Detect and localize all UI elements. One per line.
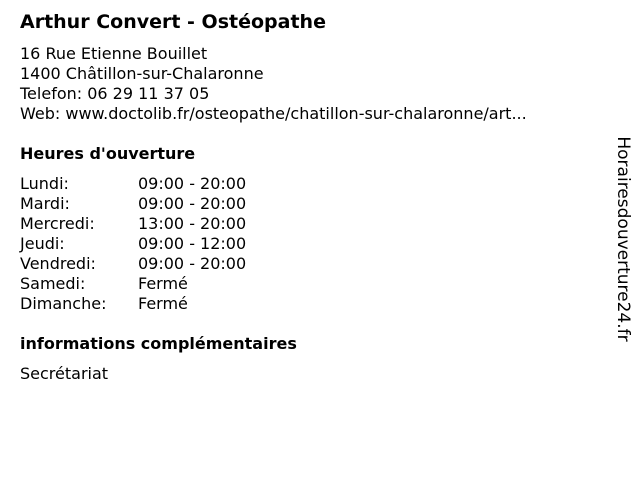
business-title: Arthur Convert - Ostéopathe — [20, 11, 326, 33]
day-label: Jeudi: — [20, 234, 65, 253]
time-value: Fermé — [138, 294, 188, 313]
phone-number: Telefon: 06 29 11 37 05 — [20, 84, 210, 103]
time-value: Fermé — [138, 274, 188, 293]
day-label: Samedi: — [20, 274, 86, 293]
website-link[interactable]: Web: www.doctolib.fr/osteopathe/chatillon-sur-chalaronne/art... — [20, 104, 527, 123]
brand-watermark: Horairesdouverture24.fr — [613, 136, 633, 342]
additional-info-heading: informations complémentaires — [20, 334, 297, 353]
hours-row-tuesday — [20, 194, 246, 214]
day-label: Mercredi: — [20, 214, 95, 233]
opening-hours-table — [20, 174, 246, 314]
day-label: Vendredi: — [20, 254, 96, 273]
hours-row-thursday — [20, 234, 246, 254]
time-value: 09:00 - 12:00 — [138, 234, 247, 253]
hours-row-saturday — [20, 274, 246, 294]
contact-block — [20, 44, 527, 124]
day-label: Lundi: — [20, 174, 69, 193]
day-label: Dimanche: — [20, 294, 107, 313]
hours-row-wednesday — [20, 214, 246, 234]
street-address: 16 Rue Etienne Bouillet — [20, 44, 208, 63]
additional-info-text: Secrétariat — [20, 364, 109, 383]
day-label: Mardi: — [20, 194, 70, 213]
hours-heading: Heures d'ouverture — [20, 144, 196, 163]
time-value: 09:00 - 20:00 — [138, 174, 247, 193]
hours-row-monday — [20, 174, 246, 194]
time-value: 13:00 - 20:00 — [138, 214, 247, 233]
hours-row-friday — [20, 254, 246, 274]
time-value: 09:00 - 20:00 — [138, 194, 247, 213]
city-address: 1400 Châtillon-sur-Chalaronne — [20, 64, 264, 83]
time-value: 09:00 - 20:00 — [138, 254, 247, 273]
hours-row-sunday — [20, 294, 246, 314]
